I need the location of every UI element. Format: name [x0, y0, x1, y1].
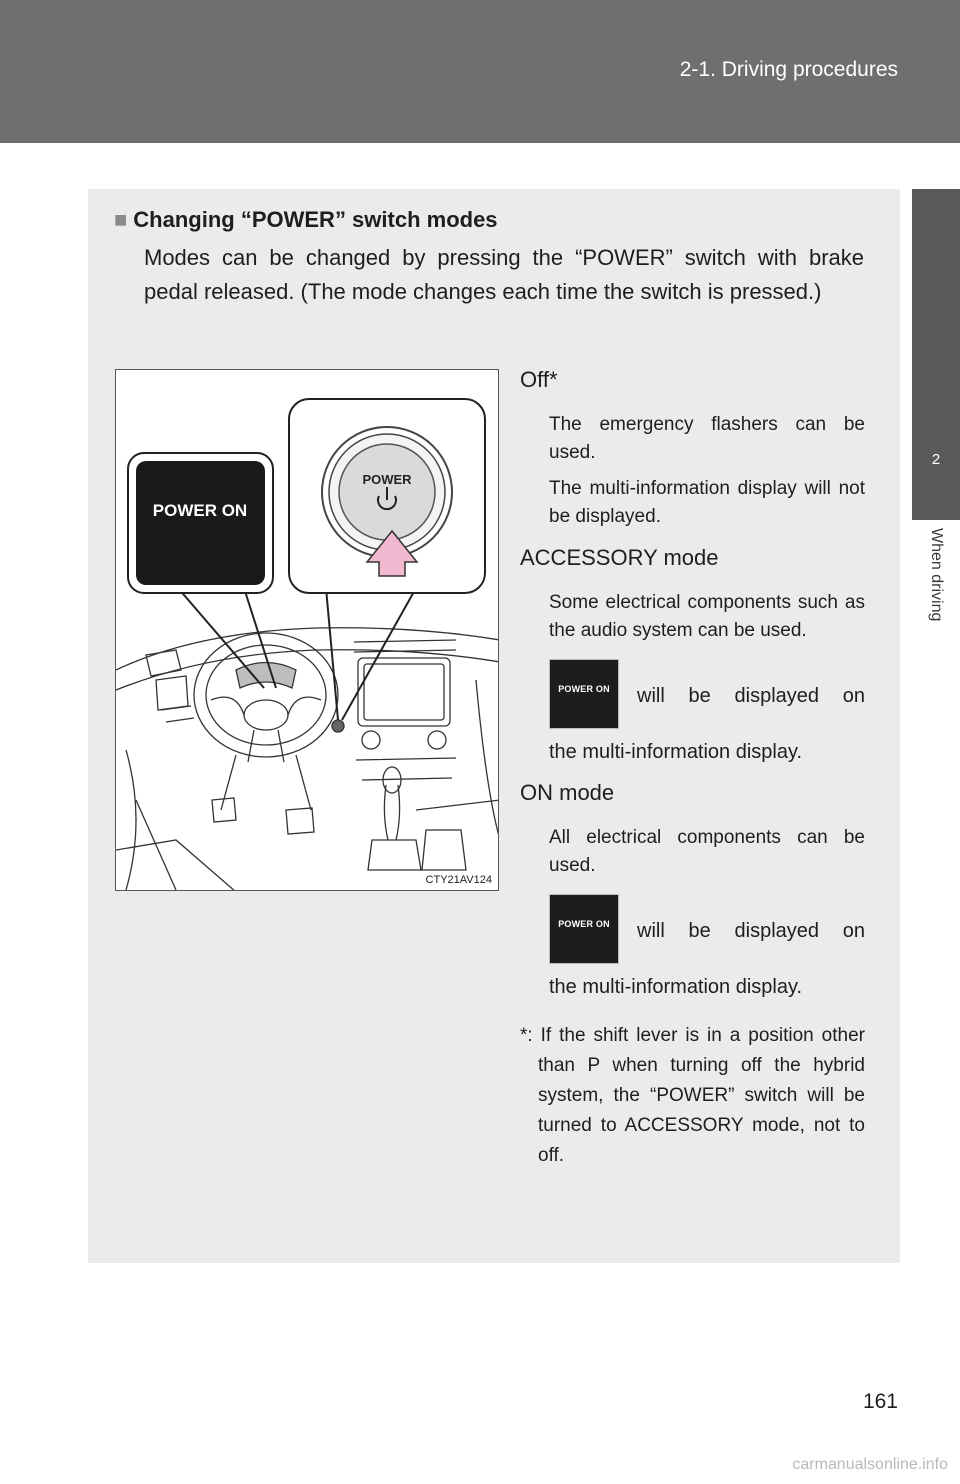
mini-display	[549, 659, 619, 729]
watermark[interactable]: carmanualsonline.info	[792, 1456, 948, 1473]
section-title: 2-1. Driving procedures	[679, 58, 898, 81]
chapter-label-text: When driving	[928, 528, 945, 622]
content-box	[88, 189, 900, 1263]
modes-column	[520, 367, 865, 1171]
mini-display-text: POWER ON	[558, 684, 610, 694]
callout-display-text: POWER ON	[152, 501, 248, 520]
mode-title-on: ON mode	[520, 780, 615, 805]
display-text-line2: the multi-information display.	[549, 976, 803, 998]
chapter-tab[interactable]	[912, 189, 960, 520]
chapter-number: 2	[931, 451, 941, 468]
page-header	[0, 0, 960, 143]
dashboard-drawing	[116, 370, 499, 891]
footnote: *: If the shift lever is in a position other than P when turning off the hybrid system, the “POWER” switch will be turned to ACCESSORY mode, not to off.	[520, 1025, 865, 1166]
chapter-label	[912, 520, 960, 680]
square-bullet-icon: ■	[114, 207, 128, 232]
display-text-line2: the multi-information display.	[549, 741, 803, 763]
side-tab-spacer	[912, 143, 960, 189]
mode-desc-line: The emergency flashers can be used.	[549, 414, 865, 463]
heading-text: Changing “POWER” switch modes	[133, 207, 498, 232]
mini-display-text: POWER ON	[558, 919, 610, 929]
mode-on	[520, 780, 865, 999]
mode-accessory	[520, 545, 865, 764]
mode-title-accessory: ACCESSORY mode	[520, 545, 719, 570]
display-text-line1: will be displayed on	[637, 920, 865, 942]
mini-display	[549, 894, 619, 964]
intro-paragraph: Modes can be changed by pressing the “POWER” switch with brake pedal released. (The mode changes each time the switch is pressed.)	[144, 245, 864, 304]
display-row-on	[549, 894, 865, 964]
mode-title-off: Off*	[520, 367, 558, 392]
image-code: CTY21AV124	[425, 874, 492, 886]
section-heading	[114, 207, 498, 233]
mode-desc-line: Some electrical components such as the audio system can be used.	[549, 592, 865, 641]
mode-desc-line: The multi-information display will not be displayed.	[549, 478, 865, 527]
mode-desc-line: All electrical components can be used.	[549, 827, 865, 876]
power-button-label: POWER	[362, 472, 412, 487]
display-row-accessory	[549, 659, 865, 729]
mode-desc-on	[549, 824, 865, 880]
mode-desc-off	[549, 411, 865, 531]
display-text-line1: will be displayed on	[637, 685, 865, 707]
dashboard-illustration	[115, 369, 499, 891]
mode-off	[520, 367, 865, 531]
page-number: 161	[862, 1390, 898, 1413]
mode-desc-accessory	[549, 589, 865, 645]
